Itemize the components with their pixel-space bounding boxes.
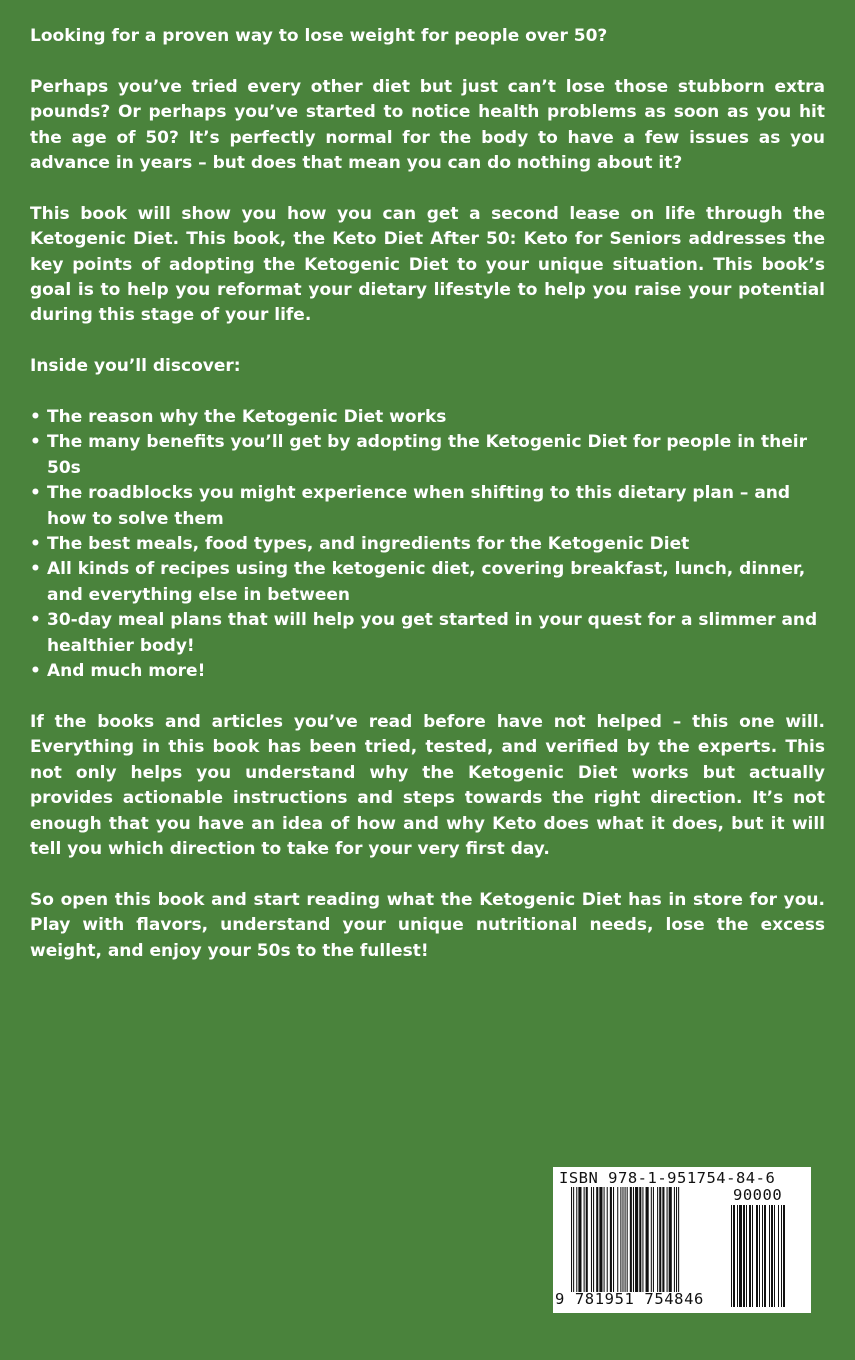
- barcode-bar: [762, 1205, 763, 1307]
- barcode-bar: [781, 1205, 782, 1307]
- barcode-bar: [596, 1187, 598, 1292]
- barcode-bar: [737, 1205, 738, 1307]
- barcode-bar: [576, 1187, 577, 1292]
- barcode-bar: [584, 1187, 585, 1292]
- barcode-bar: [635, 1187, 638, 1292]
- barcode-bar: [571, 1187, 572, 1292]
- barcode-bar: [613, 1187, 614, 1292]
- barcode-bar: [578, 1187, 581, 1292]
- barcode-bar: [657, 1187, 658, 1292]
- barcode-bar: [756, 1205, 758, 1307]
- barcode-bar: [591, 1187, 592, 1292]
- barcode-bar: [653, 1187, 654, 1292]
- bullet-icon: •: [30, 610, 41, 631]
- list-item: • The reason why the Ketogenic Diet works: [30, 405, 825, 430]
- barcode-bar: [627, 1187, 628, 1292]
- discover-heading: Inside you’ll discover:: [30, 356, 241, 377]
- list-item: • The best meals, food types, and ingredients for the Ketogenic Diet: [30, 532, 825, 557]
- barcode-bar: [625, 1187, 626, 1292]
- barcode-bar: [646, 1187, 649, 1292]
- price-addon-code: 90000: [733, 1186, 783, 1204]
- barcode-bar: [593, 1187, 594, 1292]
- ean-barcode-bars: [571, 1187, 721, 1292]
- barcode-bar: [774, 1205, 775, 1307]
- barcode-bar: [651, 1187, 652, 1292]
- list-item: • The many benefits you’ll get by adopting the Ketogenic Diet for people in their 50s: [30, 432, 808, 478]
- barcode-bar: [639, 1187, 641, 1292]
- bullet-icon: •: [30, 483, 41, 504]
- barcode-bar: [622, 1187, 623, 1292]
- paragraph-why-this-book: If the books and articles you’ve read before have not helped – this one will. Everything in this book has been tried, tested, and verified by the experts. This not only helps you understand why the Ketogenic Diet works but actually provides actionable instructions and steps towards the right direction. It’s not enough that you have an idea of how and why Keto does what it does, but it will tell you which direction to take for your very first day.: [30, 711, 825, 859]
- barcode-bar: [752, 1205, 753, 1307]
- barcode-bar: [733, 1205, 735, 1307]
- barcode-bar: [607, 1187, 608, 1292]
- barcode-bar: [573, 1187, 574, 1292]
- barcode-bar: [669, 1187, 672, 1292]
- barcode-bar: [620, 1187, 621, 1292]
- discover-list: [30, 405, 825, 684]
- barcode-bar: [771, 1205, 773, 1307]
- barcode-bar: [586, 1187, 588, 1292]
- barcode-bar: [749, 1205, 751, 1307]
- barcode-bar: [610, 1187, 612, 1292]
- barcode-bar: [759, 1205, 760, 1307]
- addon-barcode-bars: [731, 1205, 805, 1307]
- bullet-icon: •: [30, 432, 41, 453]
- intro-headline: Looking for a proven way to lose weight for people over 50?: [30, 26, 608, 46]
- barcode-bar: [678, 1187, 679, 1292]
- barcode-bar: [731, 1205, 732, 1307]
- bullet-icon: •: [30, 407, 41, 428]
- bullet-icon: •: [30, 534, 41, 555]
- paragraph-problem: Perhaps you’ve tried every other diet but just can’t lose those stubborn extra pounds? Or perhaps you’ve started to notice health problems as soon as you hit the age of 50? It’s perfectly normal for the body to have a few issues as you advance in years – but does that mean you can do nothing about it?: [30, 76, 825, 174]
- barcode-bar: [633, 1187, 634, 1292]
- paragraph-call-to-action: So open this book and start reading what the Ketogenic Diet has in store for you. Play with flavors, understand your unique nutritional needs, lose the excess weight, and enjoy your 50s to the fullest!: [30, 889, 825, 961]
- isbn-barcode: [553, 1167, 811, 1313]
- barcode-bar: [783, 1205, 785, 1307]
- barcode-bar: [659, 1187, 661, 1292]
- barcode-bar: [662, 1187, 664, 1292]
- barcode-bar: [617, 1187, 618, 1292]
- barcode-bar: [746, 1205, 747, 1307]
- barcode-bar: [642, 1187, 643, 1292]
- barcode-bar: [676, 1187, 677, 1292]
- list-item: • All kinds of recipes using the ketogenic diet, covering breakfast, lunch, dinner, and everything else in between: [30, 559, 806, 605]
- barcode-bar: [769, 1205, 770, 1307]
- barcode-bar: [739, 1205, 742, 1307]
- barcode-bar: [630, 1187, 632, 1292]
- bullet-icon: •: [30, 559, 41, 580]
- isbn-label: ISBN 978-1-951754-84-6: [559, 1169, 776, 1187]
- barcode-bar: [764, 1205, 766, 1307]
- barcode-bar: [674, 1187, 675, 1292]
- barcode-bar: [599, 1187, 602, 1292]
- barcode-bar: [667, 1187, 668, 1292]
- paragraph-book-pitch: This book will show you how you can get a second lease on life through the Ketogenic Diet. This book, the Keto Diet After 50: Keto for Seniors addresses the key points of adopting the Ketogenic Diet to your unique situation. This book’s goal is to help you reformat your dietary lifestyle to help you raise your potential during this stage of your life.: [30, 203, 825, 326]
- barcode-bar: [743, 1205, 745, 1307]
- list-item: • And much more!: [30, 659, 825, 684]
- list-item: • The roadblocks you might experience when shifting to this dietary plan – and how to solve them: [30, 483, 791, 529]
- bullet-icon: •: [30, 661, 41, 682]
- list-item: • 30-day meal plans that will help you get started in your quest for a slimmer and healthier body!: [30, 610, 818, 656]
- barcode-bar: [778, 1205, 779, 1307]
- ean-digits: 9 781951 754846: [555, 1290, 704, 1308]
- barcode-bar: [604, 1187, 605, 1292]
